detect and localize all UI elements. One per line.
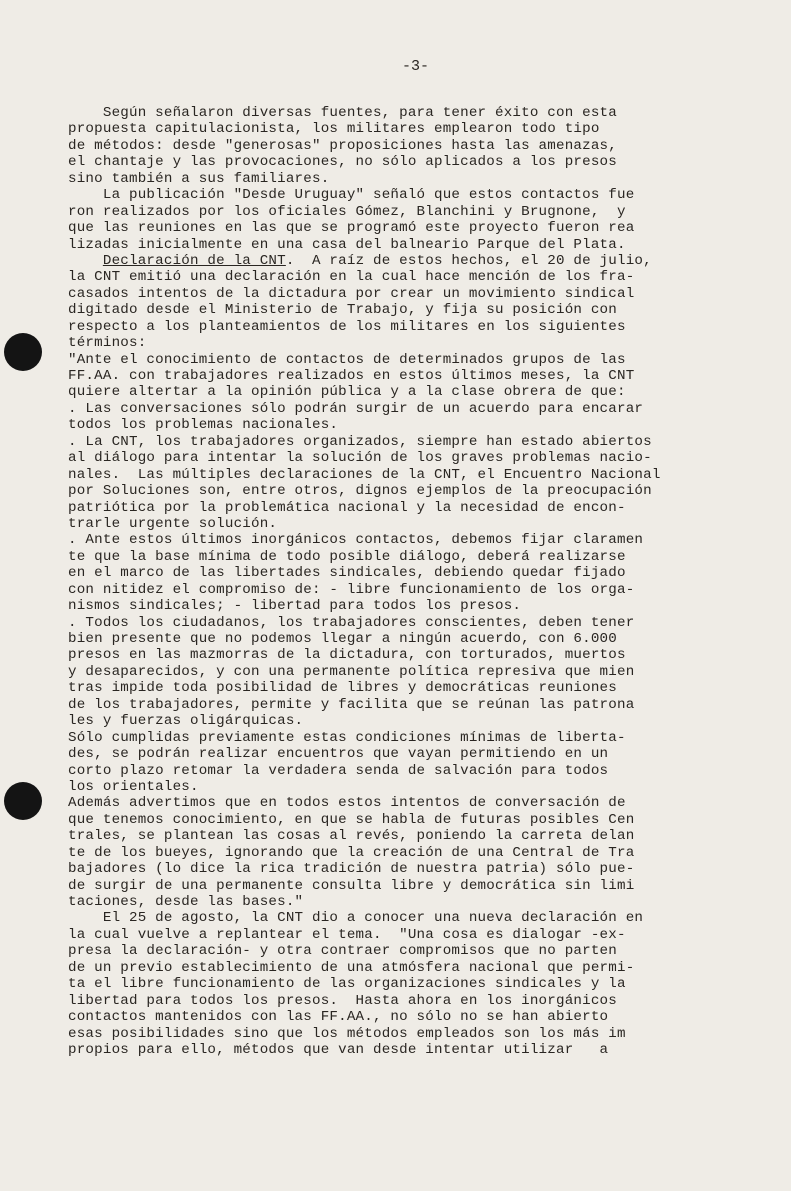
text-line: nismos sindicales; - libertad para todos los presos. [68,598,522,615]
text-line: que las reuniones en las que se programó este proyecto fueron rea [68,220,635,237]
text-line: casados intentos de la dictadura por crear un movimiento sindical [68,285,635,302]
text-line: . Ante estos últimos inorgánicos contactos, debemos fijar claramen [68,532,644,549]
text-line: ta el libre funcionamiento de las organizaciones sindicales y la [68,976,626,993]
text-line: ron realizados por los oficiales Gómez, Blanchini y Brugnone, y [68,203,626,220]
text-line: libertad para todos los presos. Hasta ahora en los inorgánicos [68,992,617,1009]
punch-hole [4,333,42,371]
text-line: bajadores (lo dice la rica tradición de nuestra patria) sólo pue- [68,861,635,878]
text-line: des, se podrán realizar encuentros que vayan permitiendo en un [68,746,609,763]
punch-hole [4,782,42,820]
text-line: términos: [68,335,147,352]
text-line: al diálogo para intentar la solución de los graves problemas nacio- [68,450,652,467]
text-line: de un previo establecimiento de una atmósfera nacional que permi- [68,959,635,976]
page-number: -3- [401,58,429,75]
text-line: esas posibilidades sino que los métodos empleados son los más im [68,1025,626,1042]
text-line: el chantaje y las provocaciones, no sólo aplicados a los presos [68,154,617,171]
text-line: propuesta capitulacionista, los militares emplearon todo tipo [68,121,600,138]
text-line: por Soluciones son, entre otros, dignos ejemplos de la preocupación [68,483,652,500]
text-line: bien presente que no podemos llegar a ningún acuerdo, con 6.000 [68,631,617,647]
text-line: nales. Las múltiples declaraciones de la CNT, el Encuentro Nacional [68,466,661,483]
text-line: trarle urgente solución. [68,515,278,532]
text-line: en el marco de las libertades sindicales, debiendo quedar fijado [68,565,626,582]
text-line: Sólo cumplidas previamente estas condiciones mínimas de liberta- [68,729,626,746]
text-line: Además advertimos que en todos estos intentos de conversación de [68,795,626,812]
text-line: te de los bueyes, ignorando que la creación de una Central de Tra [68,844,635,861]
text-line: Según señalaron diversas fuentes, para tener éxito con esta [68,105,617,121]
section-heading: Declaración de la CNT [102,252,286,269]
text-line: sino también a sus familiares. [68,170,330,187]
text-line: contactos mantenidos con las FF.AA., no sólo no se han abierto [68,1009,609,1026]
text-line: los orientales. [68,778,199,795]
text-line: taciones, desde las bases." [68,894,304,910]
text-line: y desaparecidos, y con una permanente política represiva que mien [68,663,635,680]
text-line: la cual vuelve a replantear el tema. "Una cosa es dialogar -ex- [68,926,626,943]
text-line: corto plazo retomar la verdadera senda de salvación para todos [68,762,609,779]
text-line: quiere altertar a la opinión pública y a la clase obrera de que: [68,384,626,401]
text-line: les y fuerzas oligárquicas. [68,713,304,730]
text-line: te que la base mínima de todo posible diálogo, deberá realizarse [68,548,626,565]
text-line: . La CNT, los trabajadores organizados, siempre han estado abiertos [68,433,652,450]
text-line [68,1058,768,1074]
text-line: lizadas inicialmente en una casa del balneario Parque del Plata. [68,236,626,253]
document-body [68,105,768,1075]
text-line: de métodos: desde "generosas" proposiciones hasta las amenazas, [68,137,617,154]
text-line: de los trabajadores, permite y facilita que se reúnan las patrona [68,696,635,713]
text-line: que tenemos conocimiento, en que se habla de futuras posibles Cen [68,811,635,828]
text-line: digitado desde el Ministerio de Trabajo, y fija su posición con [68,302,617,319]
text-line: de surgir de una permanente consulta libre y democrática sin limi [68,877,635,894]
text-line: . Todos los ciudadanos, los trabajadores conscientes, deben tener [68,614,635,631]
text-line: tras impide toda posibilidad de libres y democráticas reuniones [68,680,617,697]
text-line: La publicación "Desde Uruguay" señaló que estos contactos fue [68,187,635,204]
text-line: "Ante el conocimiento de contactos de determinados grupos de las [68,351,626,368]
text-line: presos en las mazmorras de la dictadura, con torturados, muertos [68,647,626,664]
text-line: . Las conversaciones sólo podrán surgir de un acuerdo para encarar [68,400,644,417]
text-line: El 25 de agosto, la CNT dio a conocer una nueva declaración en [68,910,644,927]
text-line: presa la declaración- y otra contraer compromisos que no parten [68,943,617,960]
text-line: FF.AA. con trabajadores realizados en estos últimos meses, la CNT [68,368,635,384]
text-line: patriótica por la problemática nacional y la necesidad de encon- [68,499,626,516]
section-heading-line: Declaración de la CNT. A raíz de estos hechos, el 20 de julio, [102,252,652,269]
text-line: propios para ello, métodos que van desde intentar utilizar a [68,1041,609,1058]
text-line: con nitidez el compromiso de: - libre funcionamiento de los orga- [68,581,635,598]
text-line: todos los problemas nacionales. [68,417,339,434]
text-line: respecto a los planteamientos de los militares en los siguientes [68,318,626,335]
text-line: trales, se plantean las cosas al revés, poniendo la carreta delan [68,828,635,845]
text-line: la CNT emitió una declaración en la cual hace mención de los fra- [68,269,635,286]
